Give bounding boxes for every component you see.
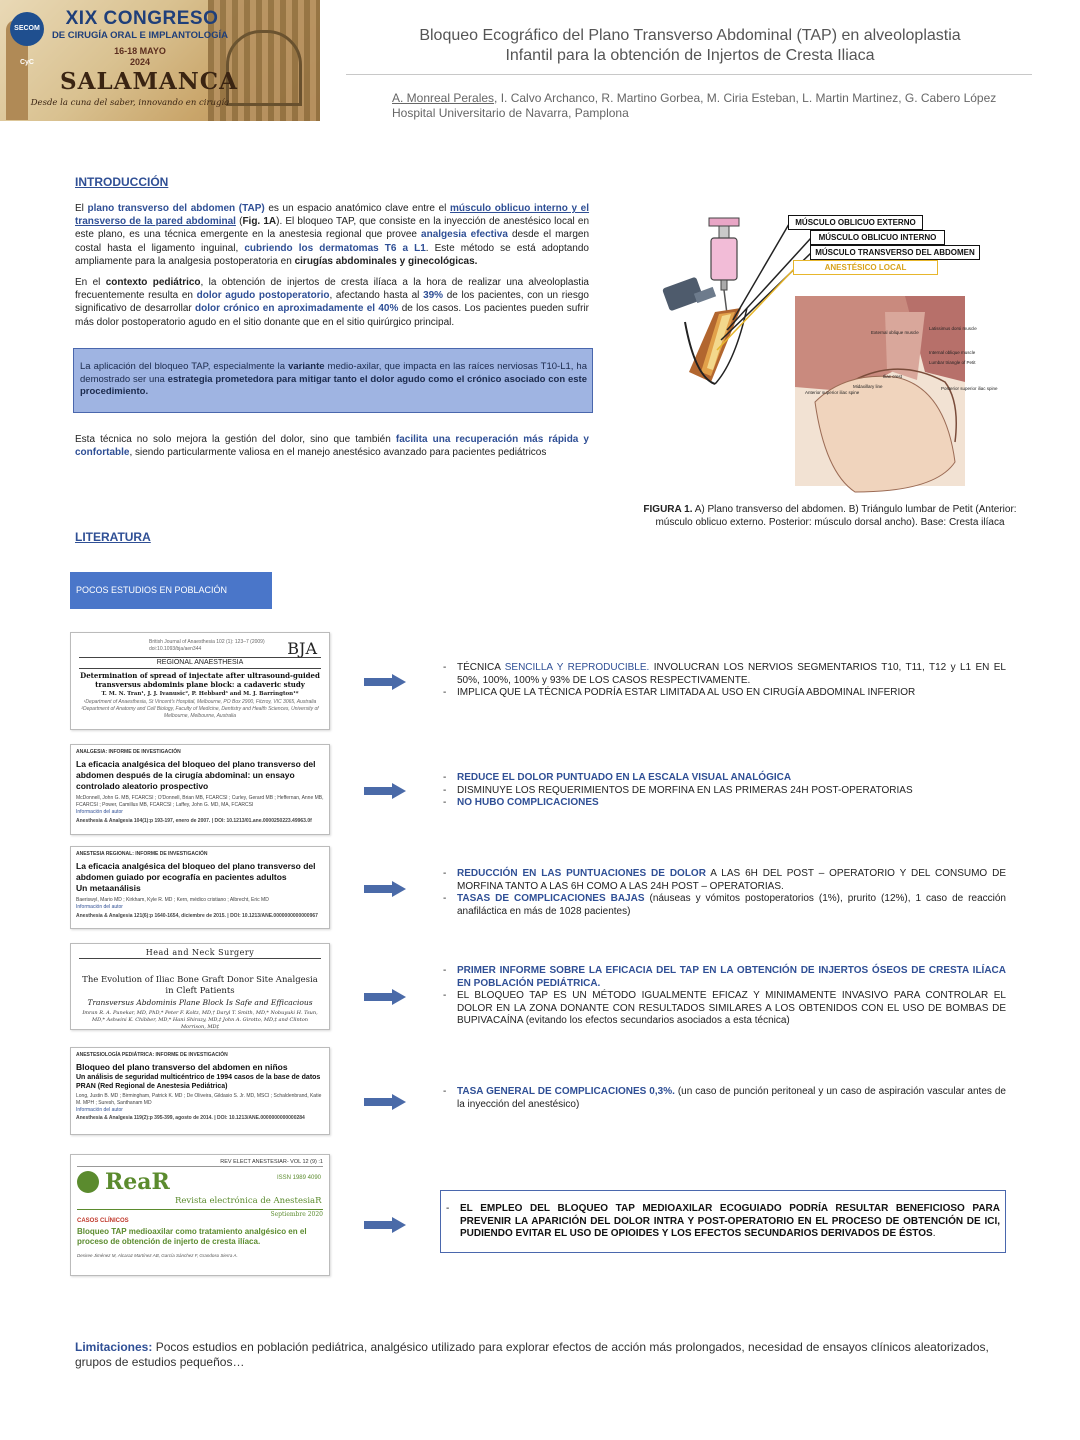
finding-item: - NO HUBO COMPLICACIONES	[443, 797, 599, 808]
label-internal-oblique: Internal oblique muscle	[929, 350, 976, 355]
conclusion-item: - EL EMPLEO DEL BLOQUEO TAP MEDIOAXILAR ECOGUIADO PODRÍA RESULTAR BENEFICIOSO PARA PREVENIR LA APARICIÓN DEL DOLOR INTRA Y POST-OPERATORIO EN EL PROCESO DE OBTENCIÓN DE ICI, PUDIENDO EVITAR EL USO DE OPIOIDES Y LOS EFECTOS SECUNDARIOS DERIVADOS DE ÉSTOS.	[446, 1203, 1000, 1239]
label-external-oblique: External oblique muscle	[871, 330, 919, 335]
label-local-anesthetic: ANESTÉSICO LOCAL	[793, 260, 938, 275]
co-authors: , I. Calvo Archanco, R. Martino Gorbea, M. Ciria Esteban, L. Martin Martinez, G. Cabero López	[494, 91, 997, 105]
author-list	[392, 91, 1032, 106]
findings-paper-3	[440, 868, 1006, 918]
arrow-icon	[364, 783, 406, 799]
label-petit: Lumbar triangle of Petit	[929, 360, 976, 365]
finding-item: - TÉCNICA SENCILLA Y REPRODUCIBLE. INVOLUCRAN LOS NERVIOS SEGMENTARIOS T10, T11, T12 y L1 EN EL 50%, 100%, 100% y 93% DE LOS CASOS RESPECTIVAMENTE.	[443, 662, 1006, 686]
first-author: A. Monreal Perales	[392, 91, 495, 105]
congress-title: XIX CONGRESO	[65, 8, 219, 29]
arrow-icon	[364, 1094, 406, 1110]
key-message-box: La aplicación del bloqueo TAP, especialmente la variante medio-axilar, que impacta en las raíces nerviosas T10-L1, ha demostrado ser una estrategia prometedora para mitigar tanto el dolor agudo como el crónico asociado con este procedimiento.	[73, 348, 593, 413]
intro-paragraph-2: En el contexto pediátrico, la obtención de injertos de cresta ilíaca a la hora de realizar una alveoloplastia frecuentemente resulta en dolor agudo postoperatorio, afectando hasta al 39% de los pacientes, con un riesgo significativo de desarrollar dolor crónico en aproximadamente el 40% de los casos. Los pacientes pueden sufrir más dolor postoperatorio agudo en el sitio donante que en el sitio quirúrgico principal.	[75, 277, 589, 328]
pediatric-studies-badge: POCOS ESTUDIOS EN POBLACIÓN PEDIÁTRICA	[70, 572, 272, 609]
conclusion-box	[440, 1190, 1006, 1253]
findings-paper-5	[440, 1086, 1006, 1111]
congress-banner	[0, 0, 320, 121]
paper-thumbnail-bja: British Journal of Anaesthesia 102 (1): 123–7 (2009) doi:10.1093/bja/aen344 BJA REGIONAL ANAESTHESIA Determination of spread of injectate after ultrasound-guided transversus abdominis plane block: a cadaveric study T. M. N. Tran¹, J. J. Ivanusic², P. Hebbard³ and M. J. Barrington¹* ¹Department of Anaesthesia, St Vincent's Hospital, Melbourne, PO Box 2900, Fitzroy, VIC 3065, Australia ²Department of Anatomy and Cell Biology, Faculty of Medicine, Dentistry and Health Sciences, University of Melbourne, Melbourne, Australia	[70, 632, 330, 730]
label-external-oblique-muscle: MÚSCULO OBLICUO EXTERNO	[788, 215, 923, 230]
finding-item: - IMPLICA QUE LA TÉCNICA PODRÍA ESTAR LIMITADA AL USO EN CIRUGÍA ABDOMINAL INFERIOR	[443, 687, 916, 698]
finding-item: - EL BLOQUEO TAP ES UN MÉTODO IGUALMENTE EFICAZ Y MINIMAMENTE INVASIVO PARA CONTROLAR EL DOLOR EN LA ZONA DONANTE CON RESULTADOS SIMILARES A LOS OBTENIDOS CON EL USO DE BOMBAS DE BUPIVACAÍNA (evitando los efectos secundarios asociados a esta técnica)	[443, 990, 1006, 1026]
congress-motto: Desde la cuna del saber, innovando en cirugía	[30, 98, 230, 108]
label-transversus-muscle: MÚSCULO TRANSVERSO DEL ABDOMEN	[810, 245, 980, 260]
poster-title-line-1: Bloqueo Ecográfico del Plano Transverso Abdominal (TAP) en alveoloplastia	[419, 27, 961, 44]
finding-item: - REDUCE EL DOLOR PUNTUADO EN LA ESCALA VISUAL ANALÓGICA	[443, 772, 792, 783]
finding-item: - REDUCCIÓN EN LAS PUNTUACIONES DE DOLOR A LAS 6H DEL POST – OPERATORIO Y DEL CONSUMO DE MORFINA TANTO A LAS 6H COMO A LAS 24H POST – OPERATORIAS.	[443, 868, 1006, 892]
paper-thumbnail-baeriswyl: ANESTESIA REGIONAL: INFORME DE INVESTIGACIÓN La eficacia analgésica del bloqueo del plano transverso del abdomen guiado por ecografía en pacientes adultos Un metaanálisis Baeriswyl, Mario MD ; Kirkham, Kyle R. MD ; Kern, médico cristiano ; Albrecht, Eric MD Información del autor Anesthesia & Analgesia 121(6):p 1640-1654, diciembre de 2015. | DOI: 10.1213/ANE.0000000000000967	[70, 846, 330, 929]
affiliation: Hospital Universitario de Navarra, Pamplona	[392, 106, 629, 120]
limitations-note: Limitaciones: Pocos estudios en población pediátrica, analgésico utilizado para explorar efectos de acción más prolongados, necesidad de ensayos clínicos aleatorizados, grupos de estudios pequeños…	[75, 1340, 989, 1369]
label-midaxillary: Midaxillary line	[853, 384, 883, 389]
findings-paper-2	[440, 772, 1006, 810]
findings-paper-4	[440, 965, 1006, 1028]
finding-item: - TASA GENERAL DE COMPLICACIONES 0,3%. (un caso de punción peritoneal y un caso de aspiración vascular antes de la inyección del anestésico)	[443, 1086, 1006, 1110]
paper-thumbnail-mcdonnell: ANALGESIA: INFORME DE INVESTIGACIÓN La eficacia analgésica del bloqueo del plano transverso del abdomen después de la cirugía abdominal: un ensayo controlado aleatorio prospectivo McDonnell, John G. MB, FCARCSI ; O'Donnell, Brian MB, FCARCSI ; Curley, Gerard MB ; Heffernan, Anne MB, FCARCSI ; Power, Camillus MB, FCARCSI ; Laffey, John G. MD, MA, FCARCSI Información del autor Anesthesia & Analgesia 104(1):p 193-197, enero de 2007. | DOI: 10.1213/01.ane.0000250223.49963.0f	[70, 744, 330, 835]
findings-paper-1	[440, 662, 1006, 700]
finding-item: - DISMINUYE LOS REQUERIMIENTOS DE MORFINA EN LAS PRIMERAS 24H POST-OPERATORIAS	[443, 784, 913, 796]
label-asis: Anterior superior iliac spine	[805, 390, 860, 395]
congress-subtitle: DE CIRUGÍA ORAL E IMPLANTOLOGÍA	[51, 30, 229, 41]
paper-thumbnail-punekar: Head and Neck Surgery The Evolution of Iliac Bone Graft Donor Site Analgesia in Cleft Patients Transversus Abdominis Plane Block Is Safe and Efficacious Imran R. A. Punekar, MD, PhD,* Peter F. Koltz, MD,† Daryl T. Smith, MD,* Nobuyuki H. Tsun, MD,* Ashwini K. Chibber, MD,* Hani Shirazy, MD,‡ John A. Girotto, MD,‡ and Clinton Morrison, MD‡	[70, 943, 330, 1030]
finding-item: - PRIMER INFORME SOBRE LA EFICACIA DEL TAP EN LA OBTENCIÓN DE INJERTOS ÓSEOS DE CRESTA ILÍACA EN POBLACIÓN PEDIÁTRICA.	[443, 965, 1006, 989]
intro-paragraph-1: El plano transverso del abdomen (TAP) es un espacio anatómico clave entre el músculo oblicuo interno y el transverso de la pared abdominal (Fig. 1A). El bloqueo TAP, que consiste en la inyección de anestésico local en este plano, es una técnica emergente en la anestesia regional que provee analgesia efectiva desde el margen costal hasta el ligamento inguinal, cubriendo los dermatomas T6 a L1. Este método se está adoptando ampliamente para la analgesia postoperatoria en cirugías abdominales y ginecológicas.	[75, 203, 590, 267]
paper-thumbnail-rear: REV ELECT ANESTESIAR- VOL 12 (9) :1 ReaR ISSN 1989 4090 Revista electrónica de AnestesiaR Septiembre 2020 CASOS CLÍNICOS Bloqueo TAP medioaxilar como tratamiento analgésico en el proceso de obtención de injerto de cresta ilíaca. Desiree Jiménez M, Alcaraz Martínez AB, García Sánchez F, Grandoso Sierra A.	[70, 1154, 330, 1276]
paper-thumbnail-long: ANESTESIOLOGÍA PEDIÁTRICA: INFORME DE INVESTIGACIÓN Bloqueo del plano transverso del abdomen en niños Un análisis de seguridad multicéntrico de 1994 casos de la base de datos PRAN (Red Regional de Anestesia Pediátrica) Long, Justin B. MD ; Birmingham, Patrick K. MD ; De Oliveira, Gildasio S. Jr. MD, MSCI ; Schaldenbrand, Katie M. MPH ; Suresh, Santhanam MD Información del autor Anesthesia & Analgesia 119(2):p 395-399, agosto de 2014. | DOI: 10.1213/ANE.0000000000000284	[70, 1047, 330, 1135]
arrow-icon	[364, 881, 406, 897]
label-psis: Posterior superior iliac spine	[941, 386, 998, 391]
label-internal-oblique-muscle: MÚSCULO OBLICUO INTERNO	[810, 230, 945, 245]
figure-1	[655, 212, 1010, 502]
figure-caption: FIGURA 1. A) Plano transverso del abdomen. B) Triángulo lumbar de Petit (Anterior: músculo oblicuo externo. Posterior: músculo dorsal ancho). Base: Cresta ilíaca	[643, 504, 1017, 528]
abdominal-wall-layers	[685, 308, 747, 384]
poster-title	[350, 26, 1030, 66]
arrow-icon	[364, 989, 406, 1005]
author-block	[392, 91, 1032, 121]
intro-paragraph-3: Esta técnica no solo mejora la gestión del dolor, sino que también facilita una recuperación más rápida y confortable, siendo particularmente valiosa en el manejo anestésico avanzado para pacientes pediátricos	[75, 434, 589, 459]
arrow-icon	[364, 1217, 406, 1233]
congress-year: 2024	[129, 57, 151, 67]
society-logo: SECOM CyC	[10, 12, 44, 46]
poster-title-line-2: Infantil para la obtención de Injertos de Cresta Iliaca	[505, 47, 875, 64]
label-latissimus: Latissimus dorsi muscle	[929, 326, 977, 331]
intro-heading: INTRODUCCIÓN	[75, 175, 169, 189]
label-iliac-crest: Iliac crest	[883, 374, 903, 379]
ultrasound-probe-icon	[662, 277, 716, 312]
finding-item: - TASAS DE COMPLICACIONES BAJAS (náuseas y vómitos postoperatorios (1%), prurito (12%), 1 caso de reacción anafiláctica en más de 1028 pacientes)	[443, 893, 1006, 917]
congress-city: SALAMANCA	[60, 68, 238, 95]
arrow-icon	[364, 674, 406, 690]
bja-logo: BJA	[287, 639, 317, 658]
congress-dates: 16-18 MAYO	[114, 46, 166, 56]
title-divider	[346, 74, 1032, 75]
rear-logo-icon	[77, 1171, 99, 1193]
literature-heading: LITERATURA	[75, 530, 151, 544]
